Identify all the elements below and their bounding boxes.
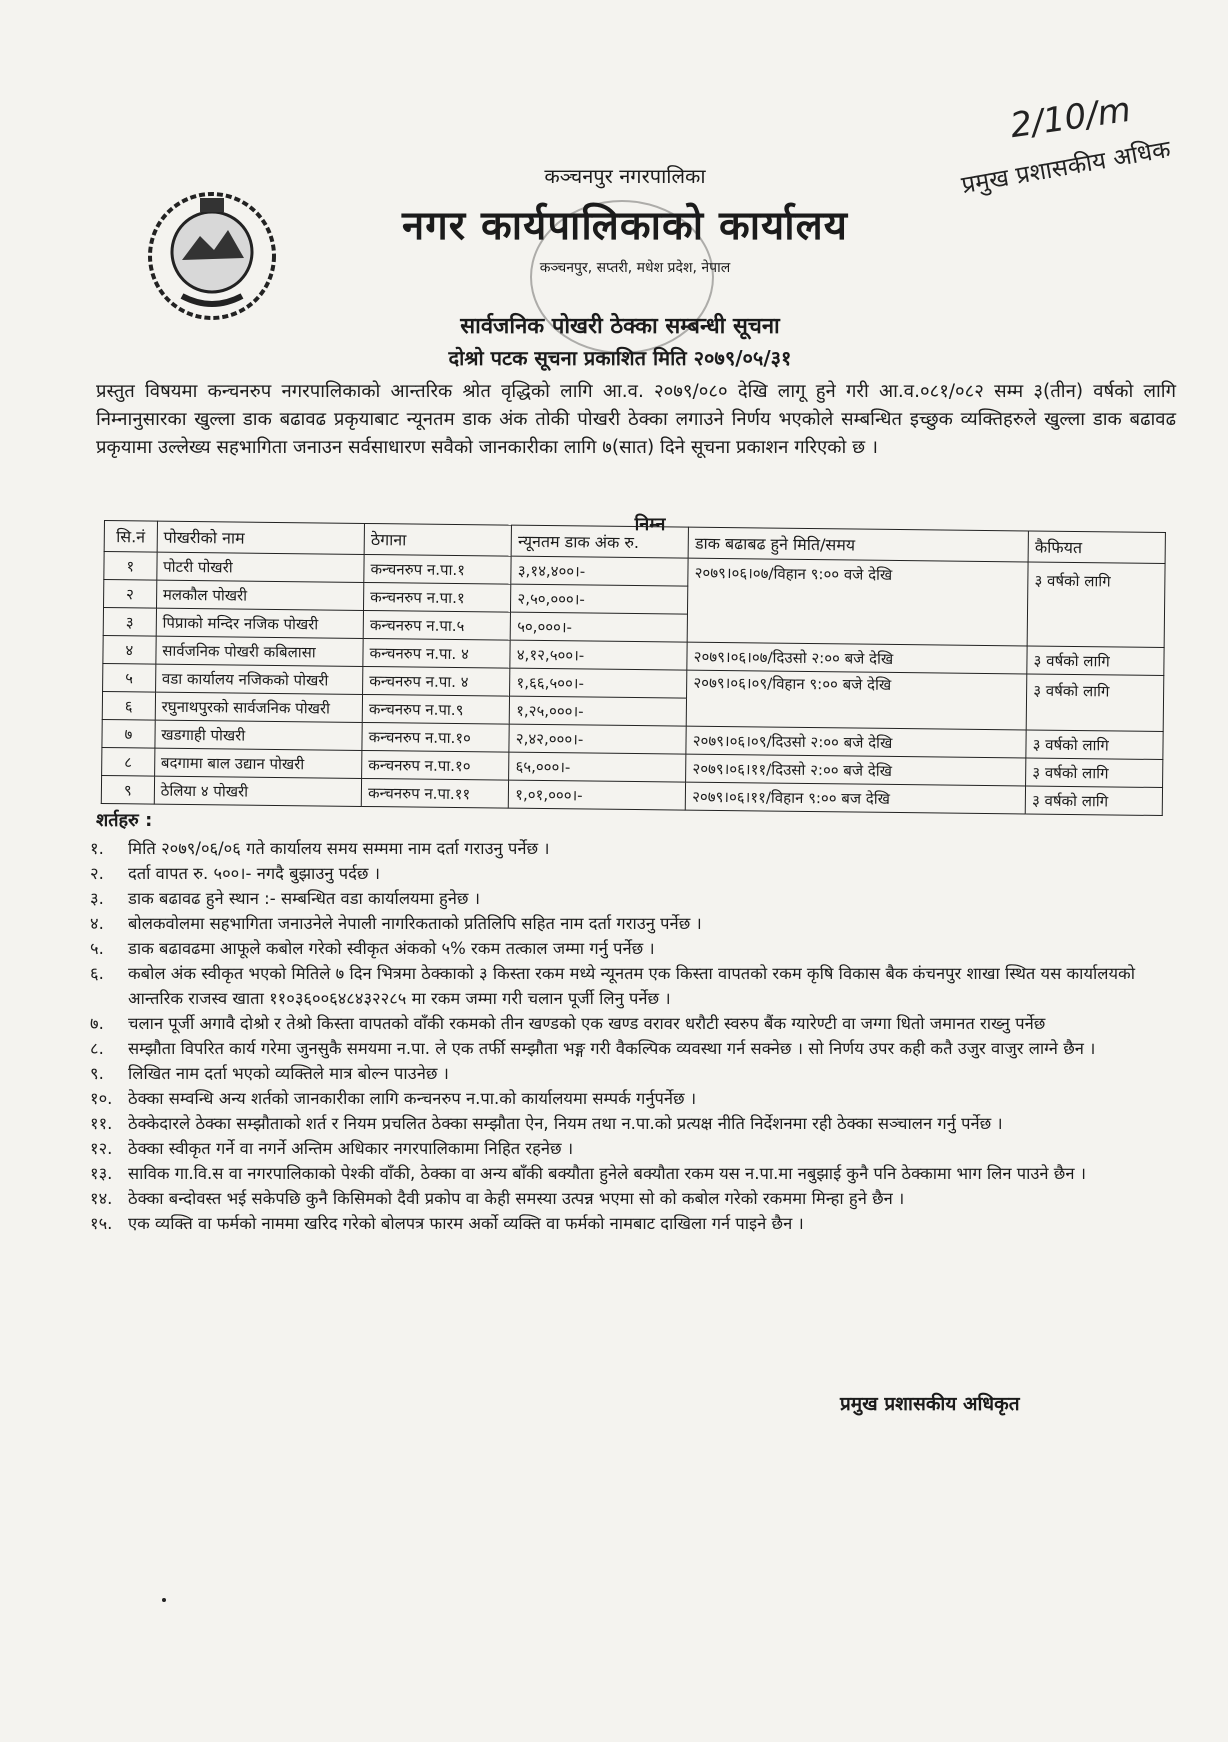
cell-min-bid: २,५०,०००।- [511, 584, 688, 614]
term-text: एक व्यक्ति वा फर्मको नाममा खरिद गरेको बोलपत्र फारम अर्को व्यक्ति वा फर्मको नामबाट दाखिला गर्न पाइने छैन । [128, 1214, 804, 1233]
cell-serial: ८ [102, 747, 155, 776]
cell-address: कन्चनरुप न.पा.९ [362, 694, 510, 724]
cell-address: कन्चनरुप न.पा.१ [364, 554, 512, 584]
term-number: ७. [90, 1014, 104, 1033]
term-number: १. [90, 839, 104, 858]
term-number: ५. [90, 939, 104, 958]
term-number: ११. [90, 1114, 113, 1133]
header-serial: सि.नं [104, 521, 157, 553]
term-item [90, 1111, 1180, 1136]
ink-dot [162, 1598, 166, 1602]
cell-remarks: ३ वर्षको लागि [1026, 730, 1163, 760]
cell-auction-date: २०७९।०६।०७/विहान ९:०० वजे देखि [687, 558, 1028, 646]
term-number: ६. [90, 964, 104, 983]
cell-address: कन्चनरुप न.पा.१० [362, 722, 510, 752]
header-remarks: कैफियत [1028, 531, 1165, 564]
nepal-emblem-logo [142, 186, 282, 326]
cell-min-bid: १,०१,०००।- [509, 780, 686, 810]
term-item [90, 1061, 1180, 1086]
cell-min-bid: २,४२,०००।- [509, 724, 686, 754]
cell-remarks: ३ वर्षको लागि [1026, 674, 1163, 732]
term-text: कबोल अंक स्वीकृत भएको मितिले ७ दिन भित्रमा ठेक्काको ३ किस्ता रकम मध्ये न्यूनतम एक किस्ता वापतको रकम कृषि विकास बैक कंचनपुर शाखा स्थित यस कार्यालयको आन्तरिक राजस्व खाता ११०३६००६४८४३२२८५ मा रकम जम्मा गरी चलान पूर्जी लिनु पर्नेछ । [128, 964, 1135, 1008]
cell-address: कन्चनरुप न.पा. ४ [363, 666, 511, 696]
term-text: डाक बढावढ हुने स्थान :- सम्बन्धित वडा कार्यालयमा हुनेछ । [128, 889, 480, 908]
term-number: ९. [90, 1064, 104, 1083]
cell-remarks: ३ वर्षको लागि [1026, 758, 1163, 788]
term-text: ठेक्का स्वीकृत गर्ने वा नगर्ने अन्तिम अधिकार नगरपालिकामा निहित रहनेछ । [128, 1139, 574, 1158]
cell-min-bid: ४,१२,५००।- [510, 640, 687, 670]
cell-pond-name: वडा कार्यालय नजिकको पोखरी [155, 664, 363, 694]
term-number: १३. [90, 1164, 113, 1183]
designation-stamp: प्रमुख प्रशासकीय अधिक [959, 134, 1173, 200]
cell-address: कन्चनरुप न.पा. ४ [363, 638, 511, 668]
cell-pond-name: खडगाही पोखरी [155, 720, 363, 750]
term-item [90, 1036, 1180, 1061]
term-item [90, 936, 1180, 961]
term-item [90, 1211, 1180, 1236]
cell-serial: १ [104, 552, 157, 581]
cell-pond-name: सार्वजनिक पोखरी कबिलासा [156, 636, 364, 666]
cell-serial: २ [104, 580, 157, 609]
publish-date: दोश्रो पटक सूचना प्रकाशित मिति २०७९/०५/३१ [448, 346, 792, 370]
terms-list [90, 836, 1180, 1236]
term-text: डाक बढावढमा आफूले कबोल गरेको स्वीकृत अंकको ५% रकम तत्काल जम्मा गर्नु पर्नेछ । [128, 939, 655, 958]
cell-address: कन्चनरुप न.पा.१ [364, 582, 512, 612]
term-text: बोलकवोलमा सहभागिता जनाउनेले नेपाली नागरिकताको प्रतिलिपि सहित नाम दर्ता गराउनु पर्नेछ । [128, 914, 702, 933]
cell-auction-date: २०७९।०६।०९/विहान ९:०० बजे देखि [686, 670, 1027, 730]
cell-pond-name: रघुनाथपुरको सार्वजनिक पोखरी [155, 692, 363, 722]
term-number: १०. [90, 1089, 113, 1108]
cell-auction-date: २०७९।०६।११/विहान ९:०० बज देखि [685, 782, 1025, 814]
pond-contract-table [101, 520, 1166, 816]
term-text: ठेक्का सम्वन्धि अन्य शर्तको जानकारीका लागि कन्चनरुप न.पा.को कार्यालयमा सम्पर्क गर्नुपर्नेछ । [128, 1089, 697, 1108]
signoff-designation: प्रमुख प्रशासकीय अधिकृत [840, 1393, 1020, 1415]
cell-pond-name: पोटरी पोखरी [157, 552, 365, 582]
cell-min-bid: ६५,०००।- [509, 752, 686, 782]
cell-serial: ४ [103, 635, 156, 664]
cell-pond-name: ठेलिया ४ पोखरी [154, 776, 362, 806]
term-item [90, 886, 1180, 911]
cell-min-bid: ५०,०००।- [510, 612, 687, 642]
term-number: १२. [90, 1139, 113, 1158]
term-text: चलान पूर्जी अगावै दोश्रो र तेश्रो किस्ता वापतको वाँकी रकमको तीन खण्डको एक खण्ड वरावर धरौटी स्वरुप बैंक ग्यारेण्टी वा जग्गा धितो जमानत राख्नु पर्नेछ [128, 1014, 1046, 1033]
term-text: लिखित नाम दर्ता भएको व्यक्तिले मात्र बोल्न पाउनेछ । [128, 1064, 449, 1083]
cell-address: कन्चनरुप न.पा.११ [361, 778, 509, 808]
cell-min-bid: ३,१४,४००।- [511, 556, 688, 586]
term-text: ठेक्केदारले ठेक्का सम्झौताको शर्त र नियम प्रचलित ठेक्का सम्झौता ऐन, नियम तथा न.पा.को प्रत्यक्ष नीति निर्देशनमा रही ठेक्का सञ्चालन गर्नु पर्नेछ । [128, 1114, 1003, 1133]
cell-min-bid: १,६६,५००।- [510, 668, 687, 698]
term-item [90, 961, 1180, 1011]
term-item [90, 1186, 1180, 1211]
term-text: दर्ता वापत रु. ५००।- नगदै बुझाउनु पर्दछ । [128, 864, 380, 883]
cell-serial: ६ [102, 691, 155, 720]
municipality-name: कञ्चनपुर नगरपालिका [544, 164, 706, 188]
term-text: मिति २०७९/०६/०६ गते कार्यालय समय सम्ममा नाम दर्ता गराउनु पर्नेछ । [128, 839, 550, 858]
term-item [90, 836, 1180, 861]
term-item [90, 1086, 1180, 1111]
term-number: २. [90, 864, 104, 883]
cell-auction-date: २०७९।०६।०७/दिउसो २:०० बजे देखि [687, 642, 1027, 674]
intro-paragraph: प्रस्तुत विषयमा कन्चनरुप नगरपालिकाको आन्तरिक श्रोत वृद्धिको लागि आ.व. २०७९/०८० देखि लागू हुने गरी आ.व.०८१/०८२ सम्म ३(तीन) वर्षको लागि निम्नानुसारका खुल्ला डाक बढावढ प्रकृयाबाट न्यूनतम डाक अंक तोकी पोखरी ठेक्का लगाउने निर्णय भएकोले सम्बन्धित इच्छुक व्यक्तिहरुले खुल्ला डाक बढावढ प्रकृयामा उल्लेख्य सहभागिता जनाउन सर्वसाधारण सवैको जानकारीका लागि ७(सात) दिने सूचना प्रकाशन गरिएको छ । [96, 381, 1176, 458]
cell-serial: ७ [102, 719, 155, 748]
cell-remarks: ३ वर्षको लागि [1027, 646, 1164, 676]
header-min-bid: न्यूनतम डाक अंक रु. [511, 525, 688, 558]
cell-auction-date: २०७९।०६।११/दिउसो २:०० बजे देखि [686, 754, 1026, 786]
term-item [90, 1161, 1180, 1186]
cell-address: कन्चनरुप न.पा.१० [362, 750, 510, 780]
term-number: ४. [90, 914, 104, 933]
cell-pond-name: मलकौल पोखरी [156, 580, 364, 610]
cell-serial: ५ [103, 663, 156, 692]
office-title: नगर कार्यपालिकाको कार्यालय [402, 203, 848, 249]
cell-min-bid: १,२५,०००।- [510, 696, 687, 726]
cell-pond-name: पिप्राको मन्दिर नजिक पोखरी [156, 608, 364, 638]
term-item [90, 1011, 1180, 1036]
header-address: ठेगाना [364, 523, 512, 556]
cell-address: कन्चनरुप न.पा.५ [363, 610, 511, 640]
cell-remarks: ३ वर्षको लागि [1025, 786, 1162, 816]
term-number: ३. [90, 889, 104, 908]
terms-heading: शर्तहरु : [96, 810, 153, 831]
handwritten-signature: 2/10/m [1007, 89, 1134, 147]
cell-auction-date: २०७९।०६।०९/दिउसो २:०० बजे देखि [686, 726, 1026, 758]
notice-subject: सार्वजनिक पोखरी ठेक्का सम्बन्धी सूचना [460, 314, 780, 339]
term-number: ८. [90, 1039, 104, 1058]
table-caption: निम्न [634, 514, 666, 535]
cell-pond-name: बदगामा बाल उद्यान पोखरी [154, 748, 362, 778]
header-pond-name: पोखरीको नाम [157, 521, 365, 554]
term-item [90, 1136, 1180, 1161]
cell-remarks: ३ वर्षको लागि [1027, 562, 1165, 648]
term-item [90, 911, 1180, 936]
term-text: सम्झौता विपरित कार्य गरेमा जुनसुकै समयमा न.पा. ले एक तर्फी सम्झौता भङ्ग गरी वैकल्पिक व्यवस्था गर्न सक्नेछ । सो निर्णय उपर कही कतै उजुर वाजुर लाग्ने छैन । [128, 1039, 1096, 1058]
header-auction-date: डाक बढाबढ हुने मिति/समय [688, 527, 1028, 562]
term-text: साविक गा.वि.स वा नगरपालिकाको पेश्की वाँकी, ठेक्का वा अन्य बाँकी बक्यौता हुनेले बक्यौता रकम यस न.पा.मा नबुझाई कुनै पनि ठेक्कामा भाग लिन पाउने छैन । [128, 1164, 1087, 1183]
term-item [90, 861, 1180, 886]
office-address: कञ्चनपुर, सप्तरी, मधेश प्रदेश, नेपाल [539, 260, 731, 276]
term-text: ठेक्का बन्दोवस्त भई सकेपछि कुनै किसिमको दैवी प्रकोप वा केही समस्या उत्पन्न भएमा सो को कबोल गरेको रकममा मिन्हा हुने छैन । [128, 1189, 905, 1208]
cell-serial: ९ [101, 775, 154, 804]
term-number: १४. [90, 1189, 113, 1208]
cell-serial: ३ [103, 608, 156, 637]
term-number: १५. [90, 1214, 113, 1233]
